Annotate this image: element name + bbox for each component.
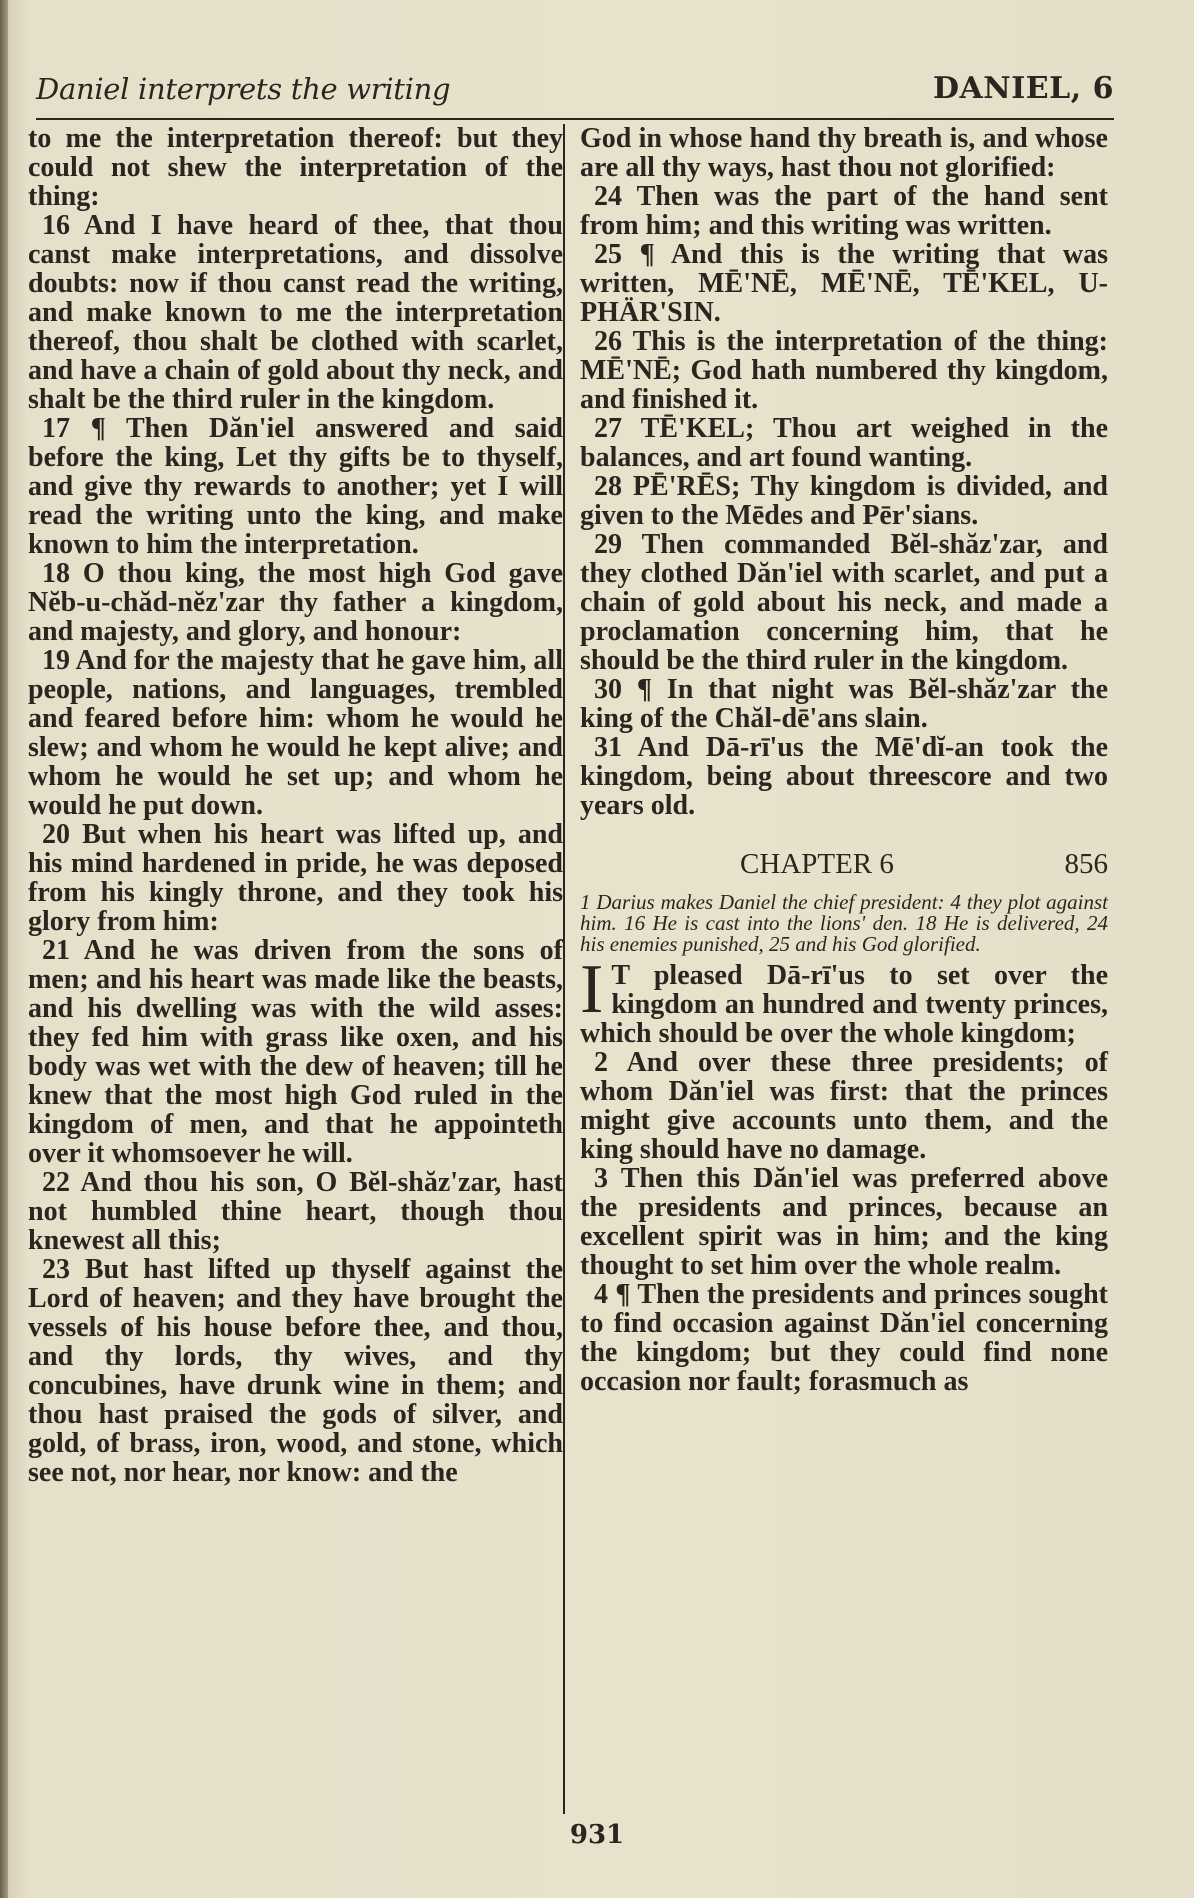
left-column [28,124,563,1487]
verse-paragraph: 27 TĒ'KEL; Thou art weighed in the balances, and art found wanting. [580,413,1108,473]
page-binding-edge [0,0,8,1898]
verse-paragraph: to me the interpretation thereof: but they could not shew the interpretation of the thing: [28,123,563,212]
page-number: 931 [569,1820,625,1850]
running-head: Daniel interprets the writing [36,72,451,106]
verse-paragraph: 4 ¶ Then the presidents and princes sought to find occasion against Dăn'iel concerning the kingdom; but they could find none occasion nor fault; forasmuch as [580,1279,1108,1397]
header-rule [36,118,1114,120]
book-chapter-heading: DANIEL, 6 [933,71,1114,106]
chapter-opening-paragraph [580,951,1108,1049]
verse-paragraph: 28 PĒ'RĒS; Thy kingdom is divided, and given to the Mēdes and Pēr'sians. [580,471,1108,531]
verse-paragraph: 25 ¶ And this is the writing that was written, MĒ'NĒ, MĒ'NĒ, TĒ'KEL, U-PHÄR'SIN. [580,239,1108,328]
verse-paragraph: 24 Then was the part of the hand sent from him; and this writing was written. [580,181,1108,241]
verse-paragraph: 26 This is the interpretation of the thing: MĒ'NĒ; God hath numbered thy kingdom, and finished it. [580,326,1108,415]
verse-paragraph: 29 Then commanded Bĕl-shăz'zar, and they clothed Dăn'iel with scarlet, and put a chain of gold about his neck, and made a proclamation concerning him, that he should be the third ruler in the kingdom. [580,529,1108,676]
verse-paragraph: 20 But when his heart was lifted up, and his mind hardened in pride, he was deposed from his kingly throne, and they took his glory from him: [28,819,563,937]
verse-paragraph: 19 And for the majesty that he gave him, all people, nations, and languages, trembled and feared before him: whom he would he slew; and whom he would he kept alive; and whom he would he set up; and whom he would he put down. [28,645,563,821]
chapter-page-reference: 856 [1064,848,1108,880]
verse-paragraph: 17 ¶ Then Dăn'iel answered and said before the king, Let thy gifts be to thyself, and give thy rewards to another; yet I will read the writing unto the king, and make known to him the interpretation. [28,413,563,560]
chapter-title: CHAPTER 6 [740,848,894,880]
page-header [36,60,1114,120]
verse-paragraph: God in whose hand thy breath is, and whose are all thy ways, hast thou not glorified: [580,123,1108,183]
verse-paragraph: 30 ¶ In that night was Bĕl-shăz'zar the king of the Chăl-dē'ans slain. [580,674,1108,734]
verse-paragraph: 3 Then this Dăn'iel was preferred above the presidents and princes, because an excellent spirit was in him; and the king thought to set him over the whole realm. [580,1163,1108,1281]
verse-paragraph: 16 And I have heard of thee, that thou canst make interpretations, and dissolve doubts: now if thou canst read the writing, and make known to me the interpretation thereof, thou shalt be clothed with scarlet, and have a chain of gold about thy neck, and shalt be the third ruler in the kingdom. [28,210,563,415]
drop-cap: I [580,951,604,1028]
right-column [580,124,1108,1396]
verse-paragraph: 31 And Dā-rī'us the Mē'dĭ-an took the kingdom, being about threescore and two years old. [580,732,1108,821]
verse-paragraph: 18 O thou king, the most high God gave Nĕb-u-chăd-nĕz'zar thy father a kingdom, and majesty, and glory, and honour: [28,558,563,647]
opening-text: T pleased Dā-rī'us to set over the kingdom an hundred and twenty princes, which should be over the whole kingdom; [580,960,1108,1049]
column-divider [563,124,565,1814]
verse-paragraph: 23 But hast lifted up thyself against the Lord of heaven; and they have brought the vessels of his house before thee, and thou, and thy lords, thy wives, and thy concubines, have drunk wine in them; and thou hast praised the gods of silver, and gold, of brass, iron, wood, and stone, which see not, nor hear, nor know: and the [28,1254,563,1488]
chapter-heading [580,850,1108,884]
verse-paragraph: 22 And thou his son, O Bĕl-shăz'zar, hast not humbled thine heart, though thou knewest all this; [28,1167,563,1256]
verse-paragraph: 2 And over these three presidents; of whom Dăn'iel was first: that the princes might give accounts unto them, and the king should have no damage. [580,1047,1108,1165]
chapter-summary: 1 Darius makes Daniel the chief president: 4 they plot against him. 16 He is cast into the lions' den. 18 He is delivered, 24 his enemies punished, 25 and his God glorified. [580,890,1108,956]
verse-paragraph: 21 And he was driven from the sons of men; and his heart was made like the beasts, and his dwelling was with the wild asses: they fed him with grass like oxen, and his body was wet with the dew of heaven; till he knew that the most high God ruled in the kingdom of men, and that he appointeth over it whomsoever he will. [28,935,563,1169]
